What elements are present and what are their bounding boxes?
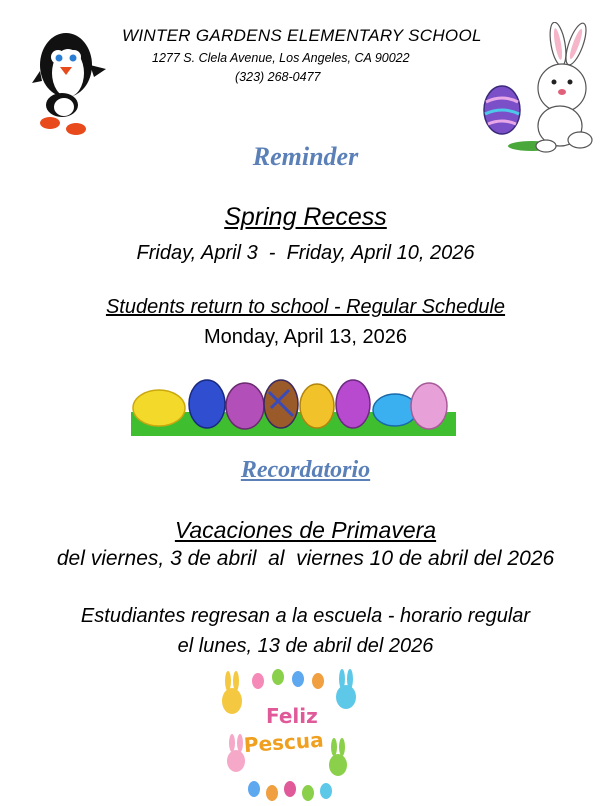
return-date: Monday, April 13, 2026 (203, 326, 408, 348)
bunny-with-egg-image (472, 22, 602, 157)
vacaciones-dates: del viernes, 3 de abril al viernes 10 de abril del 2026 (56, 547, 555, 570)
feliz-pascua-image (214, 665, 364, 805)
school-phone: (323) 268-0477 (235, 70, 321, 84)
recess-dates: Friday, April 3 - Friday, April 10, 2026 (136, 242, 475, 264)
regreso-date: el lunes, 13 de abril del 2026 (177, 635, 434, 657)
spring-recess-title: Spring Recess (224, 203, 387, 231)
regreso-label: Estudiantes regresan a la escuela - horario regular (80, 605, 531, 627)
penguin-image (30, 25, 110, 145)
pescua-text: Pescua (243, 727, 325, 758)
easter-eggs-banner-image (131, 378, 456, 436)
recordatorio-heading: Recordatorio (240, 457, 371, 483)
school-name: WINTER GARDENS ELEMENTARY SCHOOL (122, 26, 482, 45)
feliz-text: Feliz (266, 704, 318, 728)
vacaciones-title: Vacaciones de Primavera (174, 517, 437, 543)
reminder-heading: Reminder (252, 142, 359, 171)
school-address: 1277 S. Clela Avenue, Los Angeles, CA 90022 (152, 51, 410, 65)
return-to-school-label: Students return to school - Regular Schedule (105, 296, 506, 318)
